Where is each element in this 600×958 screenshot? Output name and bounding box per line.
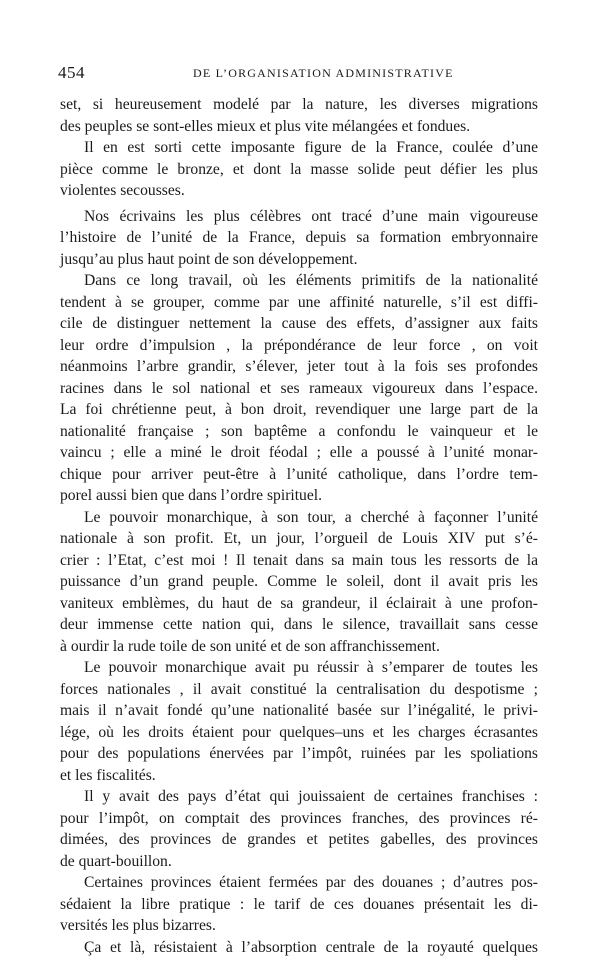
text-line: Ça et là, résistaient à l’absorption centrale de la royauté quelques — [60, 937, 538, 958]
text-line: vaniteux emblèmes, du haut de sa grandeur, il éclairait à une profon- — [60, 593, 538, 615]
text-line: Dans ce long travail, où les éléments primitifs de la nationalité — [60, 270, 538, 292]
text-line: racines dans le sol national et ses rameaux vigoureux dans l’espace. — [60, 378, 538, 400]
text-line: l’histoire de l’unité de la France, depuis sa formation embryonnaire — [60, 227, 538, 249]
page-number: 454 — [58, 62, 85, 84]
text-line: tendent à se grouper, comme par une affinité naturelle, s’il est diffi- — [60, 292, 538, 314]
body-text — [60, 94, 538, 958]
text-line: Il y avait des pays d’état qui jouissaient de certaines franchises : — [60, 786, 538, 808]
text-line: chique pour arriver peut-être à l’unité catholique, dans l’ordre tem- — [60, 464, 538, 486]
text-line: nationale à son profit. Et, un jour, l’orgueil de Louis XIV put s’é- — [60, 528, 538, 550]
text-line: pour des populations énervées par l’impôt, ruinées par les spoliations — [60, 743, 538, 765]
text-line: Il en est sorti cette imposante figure de la France, coulée d’une — [60, 137, 538, 159]
text-line: violentes secousses. — [60, 180, 538, 202]
text-line: puissance d’un grand peuple. Comme le soleil, dont il avait pris les — [60, 571, 538, 593]
text-line: porel aussi bien que dans l’ordre spirituel. — [60, 485, 538, 507]
text-line: des peuples se sont-elles mieux et plus vite mélangées et fondues. — [60, 116, 538, 138]
text-line: à ourdir la rude toile de son unité et de son affranchissement. — [60, 636, 538, 658]
text-line: pour l’impôt, on comptait des provinces franches, des provinces ré- — [60, 808, 538, 830]
text-line: néanmoins l’arbre grandir, s’élever, jeter tout à la fois ses profondes — [60, 356, 538, 378]
text-line: vaincu ; elle a miné le droit féodal ; elle a poussé à l’unité monar- — [60, 442, 538, 464]
text-line: nationalité française ; son baptême a confondu le vainqueur et le — [60, 421, 538, 443]
text-line: set, si heureusement modelé par la nature, les diverses migrations — [60, 94, 538, 116]
text-line: cile de distinguer nettement la cause des effets, d’assigner aux faits — [60, 313, 538, 335]
page-header — [58, 62, 540, 84]
text-line: Le pouvoir monarchique avait pu réussir à s’emparer de toutes les — [60, 657, 538, 679]
text-line: La foi chrétienne peut, à bon droit, revendiquer une large part de la — [60, 399, 538, 421]
text-line: mais il n’avait fondé qu’une nationalité basée sur l’inégalité, le privi- — [60, 700, 538, 722]
text-line: crier : l’Etat, c’est moi ! Il tenait dans sa main tous les ressorts de la — [60, 550, 538, 572]
text-line: Le pouvoir monarchique, à son tour, a cherché à façonner l’unité — [60, 507, 538, 529]
text-line: sédaient la libre pratique : le tarif de ces douanes présentait les di- — [60, 894, 538, 916]
running-head: DE L’ORGANISATION ADMINISTRATIVE — [193, 62, 454, 84]
text-line: de quart-bouillon. — [60, 851, 538, 873]
text-line: jusqu’au plus haut point de son développement. — [60, 249, 538, 271]
text-line: forces nationales , il avait constitué la centralisation du despotisme ; — [60, 679, 538, 701]
text-line: et les fiscalités. — [60, 765, 538, 787]
text-line: leur ordre d’impulsion , la prépondérance de leur force , on voit — [60, 335, 538, 357]
text-line: lége, où les droits étaient pour quelques–uns et les charges écrasantes — [60, 722, 538, 744]
text-line: Certaines provinces étaient fermées par des douanes ; d’autres pos- — [60, 872, 538, 894]
text-line: deur immense cette nation qui, dans le silence, travaillait sans cesse — [60, 614, 538, 636]
text-line: pièce comme le bronze, et dont la masse solide peut défier les plus — [60, 159, 538, 181]
text-line: versités les plus bizarres. — [60, 915, 538, 937]
text-line: Nos écrivains les plus célèbres ont tracé d’une main vigoureuse — [60, 206, 538, 228]
text-line: dimées, des provinces de grandes et petites gabelles, des provinces — [60, 829, 538, 851]
